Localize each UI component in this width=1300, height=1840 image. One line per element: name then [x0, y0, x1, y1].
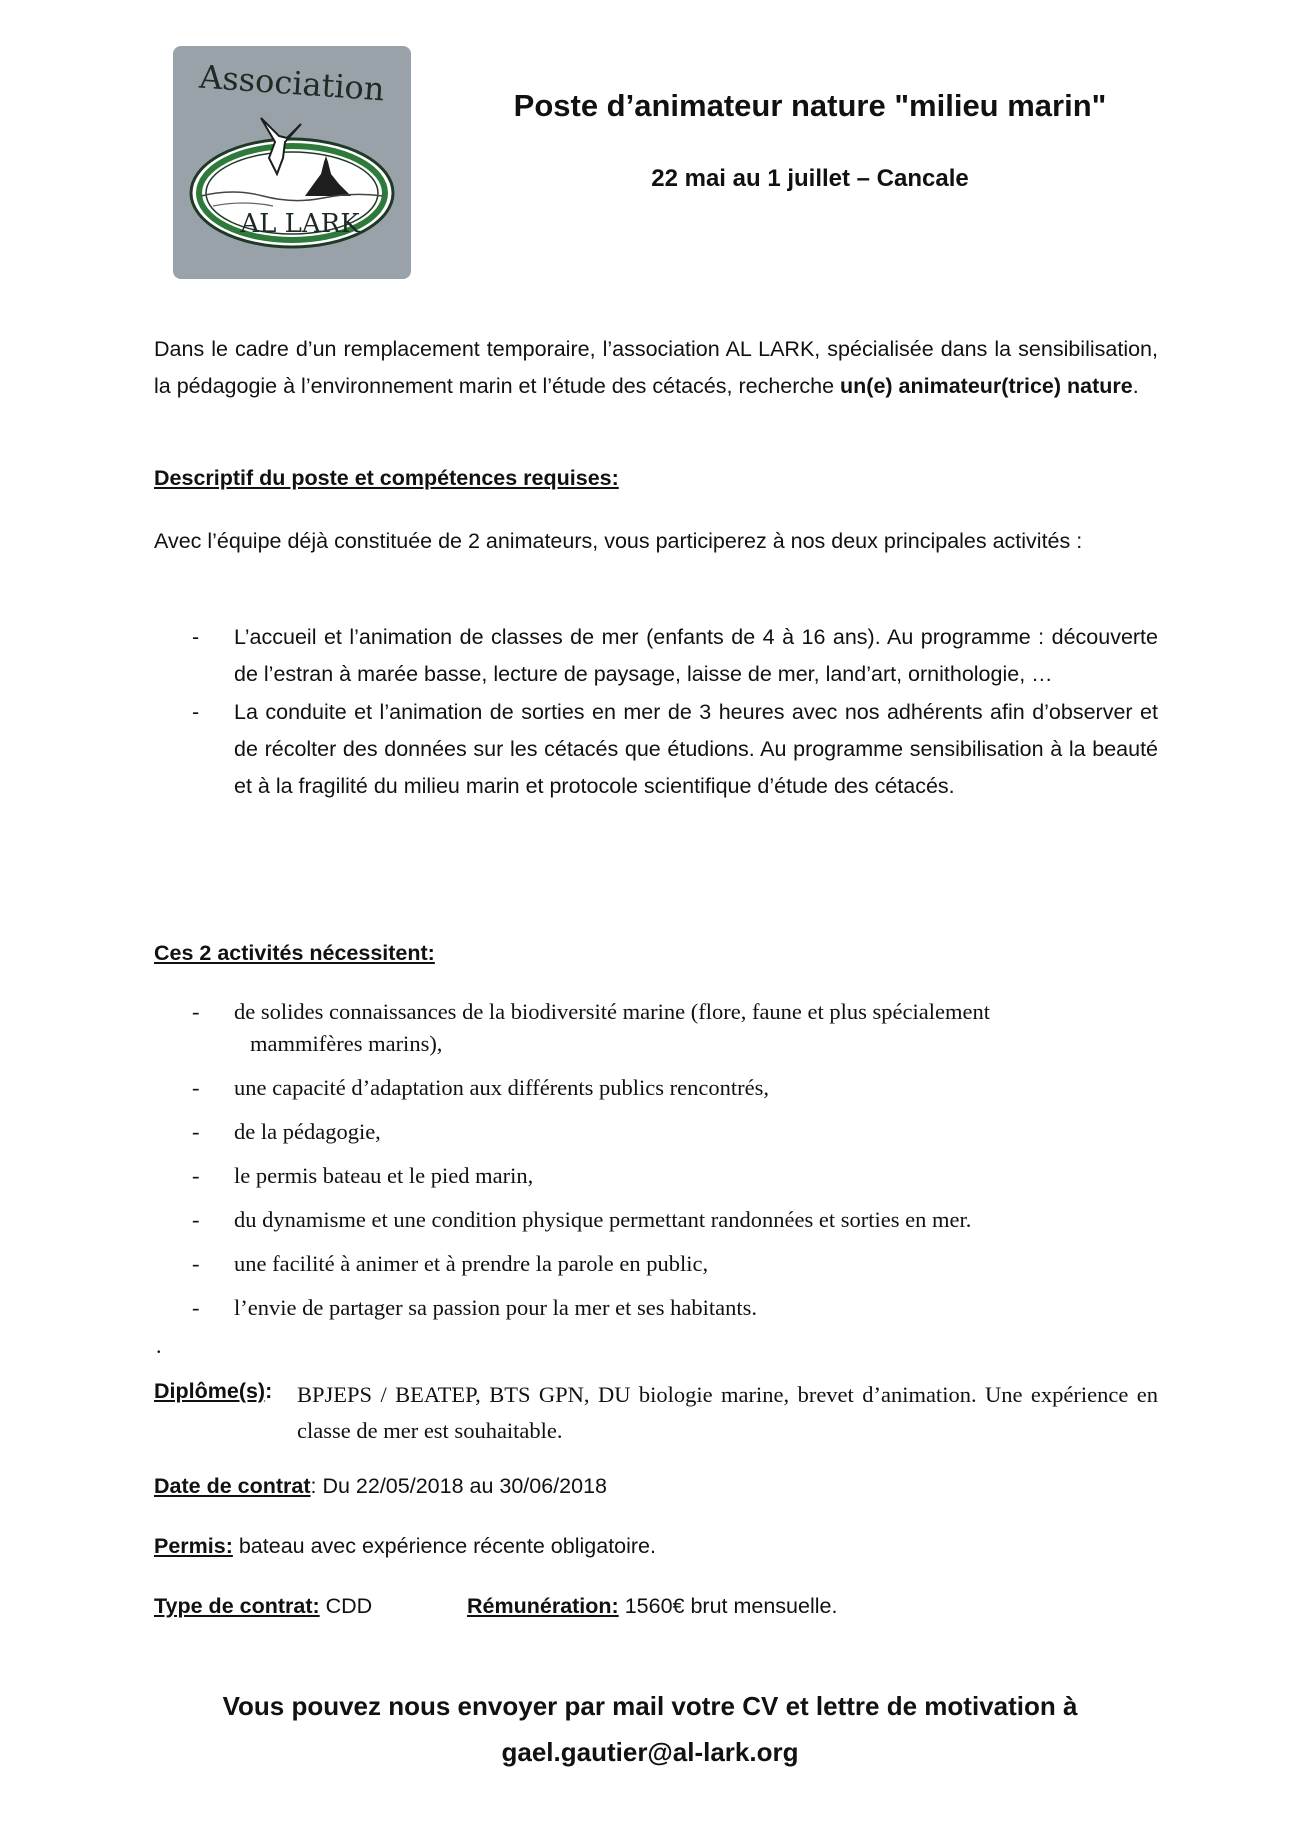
contract-type-value: CDD: [319, 1594, 373, 1618]
intro-paragraph: [154, 331, 1158, 405]
list-item: - du dynamisme et une condition physique permettant randonnées et sorties en mer.: [192, 1207, 972, 1232]
diploma-label: [154, 1379, 272, 1404]
contract-date-label: Date de contrat: [154, 1474, 311, 1498]
list-item: - L’accueil et l’animation de classes de mer (enfants de 4 à 16 ans). Au programme : découverte de l’estran à marée basse, lecture de paysage, laisse de mer, land’art, ornithologie, …: [192, 625, 1158, 686]
logo-text-association: Association: [198, 57, 386, 109]
section-heading-descriptif: Descriptif du poste et compétences requises:: [154, 466, 619, 490]
permit-value: bateau avec expérience récente obligatoire.: [232, 1534, 656, 1558]
logo-text-al-lark: AL LARK: [240, 209, 360, 239]
association-logo: [173, 46, 411, 279]
list-item: - de solides connaissances de la biodiversité marine (flore, faune et plus spécialement mammifères marins),: [154, 996, 1158, 1060]
section1-paragraph: Avec l’équipe déjà constituée de 2 animateurs, vous participerez à nos deux principales activités :: [154, 529, 1083, 553]
contact-email[interactable]: gael.gautier@al-lark.org: [501, 1737, 799, 1767]
diploma-value: BPJEPS / BEATEP, BTS GPN, DU biologie marine, brevet d’animation. Une expérience en classe de mer est souhaitable.: [297, 1382, 1158, 1443]
salary-label: Rémunération:: [467, 1594, 619, 1618]
salary-field: [467, 1589, 837, 1623]
stray-dot: .: [156, 1333, 162, 1358]
list-item-text: le permis bateau et le pied marin,: [234, 1163, 534, 1188]
permit-field: [154, 1529, 656, 1563]
intro-bold-text: un(e) animateur(trice) nature: [840, 374, 1133, 398]
requirements-list: [154, 996, 1158, 1336]
list-item-text: La conduite et l’animation de sorties en mer de 3 heures avec nos adhérents afin d’observer et de récolter des données sur les cétacés que étudions. Au programme sensibilisation à la beauté et à la fragilité du milieu marin et protocole scientifique d’étude des cétacés.: [234, 700, 1158, 798]
list-item-text: L’accueil et l’animation de classes de mer (enfants de 4 à 16 ans). Au programme : découverte de l’estran à marée basse, lecture de paysage, laisse de mer, land’art, ornithologie, …: [234, 625, 1158, 686]
list-item-text: de solides connaissances de la biodiversité marine (flore, faune et plus spécialement: [234, 999, 990, 1024]
diploma-label-sep: :: [265, 1379, 273, 1403]
list-item: - une capacité d’adaptation aux différents publics rencontrés,: [192, 1075, 769, 1100]
list-item: - l’envie de partager sa passion pour la mer et ses habitants.: [192, 1295, 757, 1320]
page-subtitle: 22 mai au 1 juillet – Cancale: [651, 165, 969, 192]
intro-end: .: [1132, 374, 1139, 398]
page-title: Poste d’animateur nature "milieu marin": [513, 88, 1107, 123]
salary-value: 1560€ brut mensuelle.: [618, 1594, 838, 1618]
list-item: - La conduite et l’animation de sorties en mer de 3 heures avec nos adhérents afin d’observer et de récolter des données sur les cétacés que étudions. Au programme sensibilisation à la beauté et à la fragilité du milieu marin et protocole scientifique d’étude des cétacés.: [192, 700, 1158, 798]
list-item-text: une facilité à animer et à prendre la parole en public,: [234, 1251, 709, 1276]
list-item-text: une capacité d’adaptation aux différents publics rencontrés,: [234, 1075, 769, 1100]
list-item: - de la pédagogie,: [192, 1119, 381, 1144]
permit-label: Permis:: [154, 1534, 233, 1558]
list-item-text: l’envie de partager sa passion pour la mer et ses habitants.: [234, 1295, 757, 1320]
list-item-text: de la pédagogie,: [234, 1119, 381, 1144]
diploma-label-text: Diplôme(s): [154, 1379, 266, 1403]
section-heading-requirements: Ces 2 activités nécessitent:: [154, 941, 435, 965]
contract-date-value: : Du 22/05/2018 au 30/06/2018: [310, 1474, 607, 1498]
contract-type-label: Type de contrat:: [154, 1594, 320, 1618]
list-item-text: du dynamisme et une condition physique permettant randonnées et sorties en mer.: [234, 1207, 972, 1232]
list-item: - le permis bateau et le pied marin,: [192, 1163, 534, 1188]
contract-type-field: [154, 1589, 372, 1623]
intro-text: Dans le cadre d’un remplacement temporaire, l’association AL LARK, spécialisée dans la sensibilisation, la pédagogie à l’environnement marin et l’étude des cétacés, recherche: [154, 337, 1158, 398]
contract-date-field: [154, 1469, 607, 1503]
contact-line: Vous pouvez nous envoyer par mail votre CV et lettre de motivation à: [222, 1691, 1078, 1721]
list-item-text-continued: mammifères marins),: [250, 1031, 443, 1056]
list-item: - une facilité à animer et à prendre la parole en public,: [192, 1251, 709, 1276]
activities-list: [154, 619, 1158, 805]
